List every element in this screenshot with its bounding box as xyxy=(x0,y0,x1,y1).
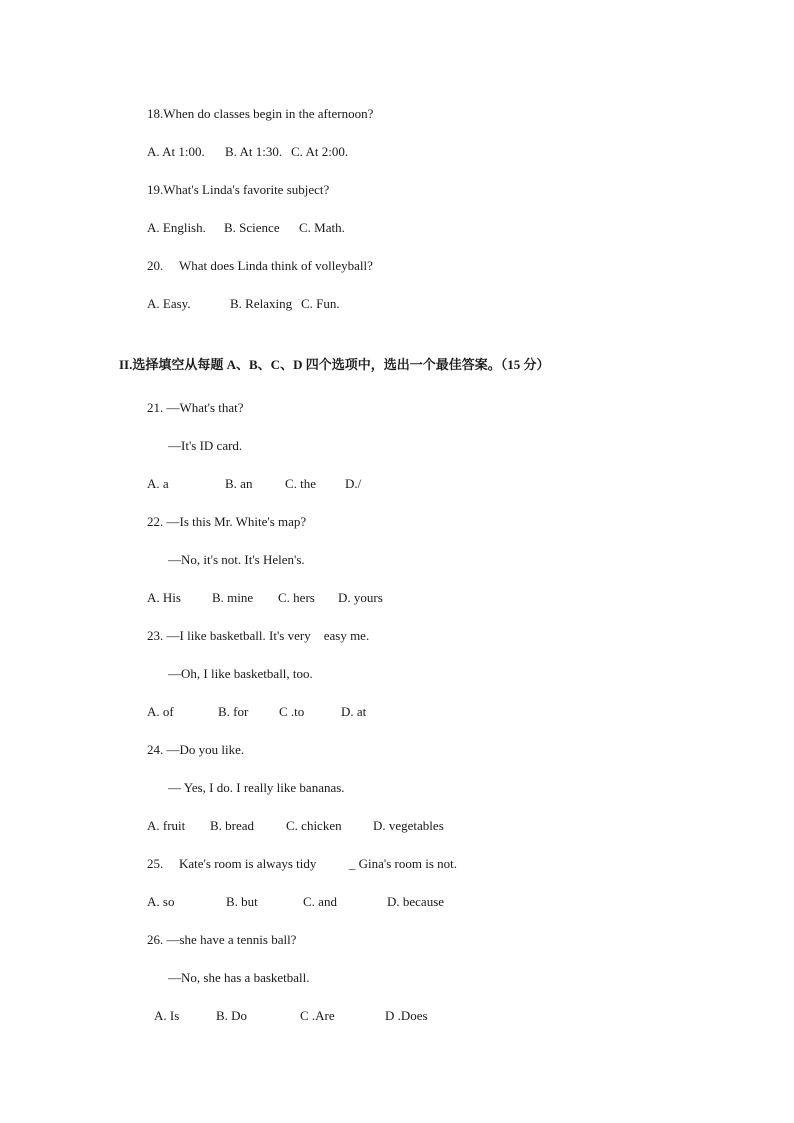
question-24: 24. —Do you like. xyxy=(147,742,245,757)
q23-option-c: C .to xyxy=(279,704,305,719)
question-20: What does Linda think of volleyball? xyxy=(179,258,373,273)
q23-option-a: A. of xyxy=(147,704,174,719)
q25-option-b: B. but xyxy=(226,894,258,909)
q24-option-a: A. fruit xyxy=(147,818,186,833)
question-20-number: 20. xyxy=(147,258,164,273)
question-22: 22. —Is this Mr. White's map? xyxy=(147,514,307,529)
q26-option-c: C .Are xyxy=(300,1008,335,1023)
q26-option-b: B. Do xyxy=(216,1008,248,1023)
q22-option-b: B. mine xyxy=(212,590,254,605)
question-21: 21. —What's that? xyxy=(147,400,244,415)
q23-option-b: B. for xyxy=(218,704,249,719)
q18-option-c: C. At 2:00. xyxy=(291,144,349,159)
question-24-reply: — Yes, I do. I really like bananas. xyxy=(168,780,345,795)
q20-option-c: C. Fun. xyxy=(301,296,340,311)
q22-option-a: A. His xyxy=(147,590,181,605)
q19-option-b: B. Science xyxy=(224,220,280,235)
q21-option-a: A. a xyxy=(147,476,169,491)
question-21-reply: —It's ID card. xyxy=(168,438,243,453)
question-26: 26. —she have a tennis ball? xyxy=(147,932,297,947)
q25-option-a: A. so xyxy=(147,894,175,909)
question-22-reply: —No, it's not. It's Helen's. xyxy=(168,552,305,567)
question-23-reply: —Oh, I like basketball, too. xyxy=(168,666,313,681)
q24-option-c: C. chicken xyxy=(286,818,342,833)
q18-option-b: B. At 1:30. xyxy=(225,144,283,159)
q19-option-c: C. Math. xyxy=(299,220,345,235)
q25-option-d: D. because xyxy=(387,894,445,909)
question-25-number: 25. xyxy=(147,856,164,871)
question-26-reply: —No, she has a basketball. xyxy=(168,970,310,985)
section-heading: II.选择填空从每题 A、B、C、D 四个选项中，选出一个最佳答案。（15 分） xyxy=(119,357,550,372)
q19-option-a: A. English. xyxy=(147,220,206,235)
q22-option-d: D. yours xyxy=(338,590,383,605)
question-25: Kate's room is always tidy _ Gina's room is not. xyxy=(179,856,458,871)
q26-option-d: D .Does xyxy=(385,1008,428,1023)
q21-option-d: D./ xyxy=(345,476,362,491)
q18-option-a: A. At 1:00. xyxy=(147,144,205,159)
question-18: 18.When do classes begin in the afternoon? xyxy=(147,106,374,121)
q20-option-b: B. Relaxing xyxy=(230,296,293,311)
q26-option-a: A. Is xyxy=(154,1008,180,1023)
q22-option-c: C. hers xyxy=(278,590,315,605)
q21-option-b: B. an xyxy=(225,476,253,491)
q21-option-c: C. the xyxy=(285,476,317,491)
question-19: 19.What's Linda's favorite subject? xyxy=(147,182,330,197)
q20-option-a: A. Easy. xyxy=(147,296,191,311)
q24-option-b: B. bread xyxy=(210,818,255,833)
q23-option-d: D. at xyxy=(341,704,367,719)
q24-option-d: D. vegetables xyxy=(373,818,444,833)
q25-option-c: C. and xyxy=(303,894,337,909)
question-23: 23. —I like basketball. It's very easy me. xyxy=(147,628,370,643)
